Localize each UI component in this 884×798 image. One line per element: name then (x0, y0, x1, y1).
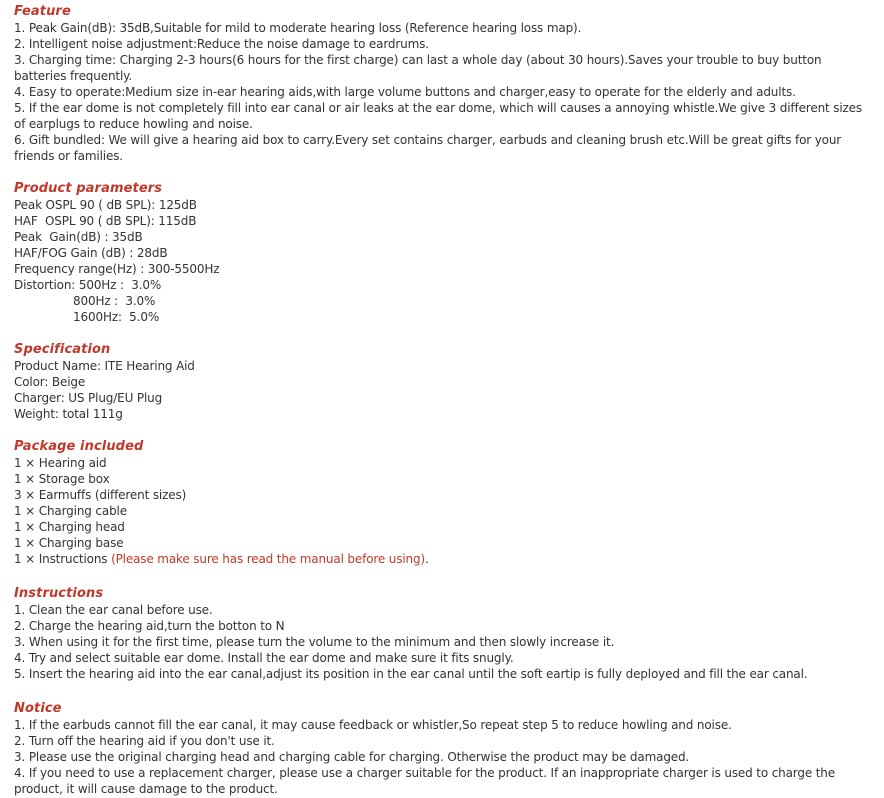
parameter-line: Distortion: 500Hz : 3.0% (14, 278, 162, 292)
specification-line: Weight: total 111g (14, 407, 123, 421)
specification-line: Charger: US Plug/EU Plug (14, 391, 163, 405)
package-item: 1 × Charging head (14, 520, 125, 534)
parameter-line: Peak OSPL 90 ( dB SPL): 125dB (14, 198, 197, 212)
section-gap (14, 567, 870, 585)
feature-line: 6. Gift bundled: We will give a hearing aid box to carry.Every set contains charger, earbuds and cleaning brush etc.Will be great gifts for your friends or families. (14, 133, 845, 163)
package-included-heading: Package included (14, 439, 144, 454)
package-item: 1 × Hearing aid (14, 456, 107, 470)
parameter-line-indented: 800Hz : 3.0% (73, 294, 156, 308)
parameter-line: Peak Gain(dB) : 35dB (14, 230, 143, 244)
instruction-step: 3. When using it for the first time, please turn the volume to the minimum and then slowly increase it. (14, 635, 615, 649)
instructions-heading: Instructions (14, 586, 104, 601)
parameter-line-indented: 1600Hz: 5.0% (73, 310, 160, 324)
notice-item: 2. Turn off the hearing aid if you don't use it. (14, 734, 275, 748)
feature-line: 3. Charging time: Charging 2-3 hours(6 hours for the first charge) can last a whole day (about 30 hours).Saves your trouble to buy button batteries frequently. (14, 53, 826, 83)
parameter-line: Frequency range(Hz) : 300-5500Hz (14, 262, 220, 276)
notice-item: 3. Please use the original charging head and charging cable for charging. Otherwise the product may be damaged. (14, 750, 690, 764)
section-gap (14, 164, 870, 180)
package-item-instructions-label: 1 × Instructions (14, 552, 112, 566)
feature-section (14, 3, 870, 164)
instruction-step: 4. Try and select suitable ear dome. Install the ear dome and make sure it fits snugly. (14, 651, 514, 665)
notice-item: 4. If you need to use a replacement charger, please use a charger suitable for the product. If an inappropriate charger is used to charge the product, it will cause damage to the product. (14, 766, 839, 796)
specification-line: Product Name: ITE Hearing Aid (14, 359, 195, 373)
feature-heading: Feature (14, 4, 71, 19)
specification-line: Color: Beige (14, 375, 86, 389)
specification-section (14, 341, 870, 422)
product-parameters-section (14, 180, 870, 325)
package-item: 1 × Charging base (14, 536, 124, 550)
instruction-step: 5. Insert the hearing aid into the ear canal,adjust its position in the ear canal until the soft eartip is fully deployed and fill the ear canal. (14, 667, 808, 681)
package-item: 3 × Earmuffs (different sizes) (14, 488, 187, 502)
manual-reminder-note: (Please make sure has read the manual before using) (111, 552, 425, 566)
instruction-step: 2. Charge the hearing aid,turn the botton to N (14, 619, 285, 633)
instructions-section (14, 585, 870, 682)
parameter-line: HAF OSPL 90 ( dB SPL): 115dB (14, 214, 197, 228)
package-item: 1 × Charging cable (14, 504, 127, 518)
package-item-instructions (14, 551, 870, 567)
feature-line: 1. Peak Gain(dB): 35dB,Suitable for mild to moderate hearing loss (Reference hearing loss map). (14, 21, 582, 35)
instruction-step: 1. Clean the ear canal before use. (14, 603, 213, 617)
feature-line: 2. Intelligent noise adjustment:Reduce the noise damage to eardrums. (14, 37, 429, 51)
feature-line: 4. Easy to operate:Medium size in-ear hearing aids,with large volume buttons and charger,easy to operate for the elderly and adults. (14, 85, 796, 99)
parameter-line: HAF/FOG Gain (dB) : 28dB (14, 246, 168, 260)
package-item-instructions-suffix: . (425, 552, 429, 566)
specification-heading: Specification (14, 342, 111, 357)
section-gap (14, 325, 870, 341)
package-included-section (14, 438, 870, 567)
product-parameters-heading: Product parameters (14, 181, 163, 196)
notice-heading: Notice (14, 701, 62, 716)
notice-item: 1. If the earbuds cannot fill the ear canal, it may cause feedback or whistler,So repeat step 5 to reduce howling and noise. (14, 718, 732, 732)
notice-section (14, 700, 870, 797)
section-gap (14, 422, 870, 438)
package-item: 1 × Storage box (14, 472, 110, 486)
section-gap (14, 682, 870, 700)
feature-line: 5. If the ear dome is not completely fill into ear canal or air leaks at the ear dome, which will causes a annoying whistle.We give 3 different sizes of earplugs to reduce howling and noise. (14, 101, 866, 131)
